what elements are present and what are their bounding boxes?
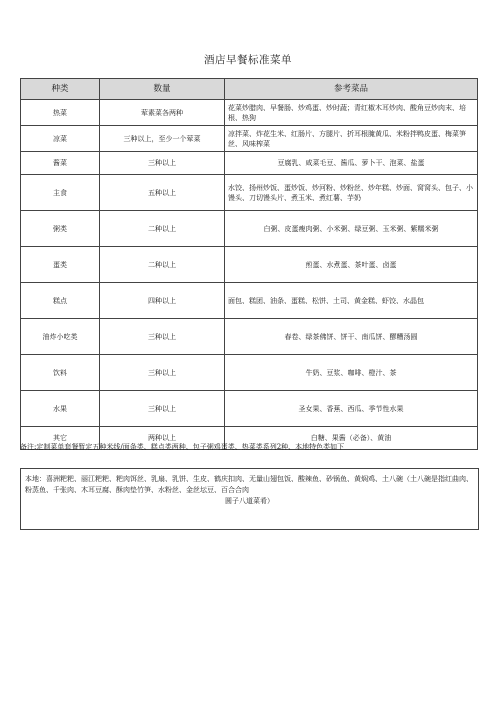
- row-category: 糕点: [21, 283, 100, 319]
- table-row: [21, 391, 478, 427]
- row-items: 煎蛋、水煮蛋、茶叶蛋、卤蛋: [225, 247, 478, 283]
- table-header-row: [21, 79, 478, 100]
- row-category: 饮料: [21, 355, 100, 391]
- table-row: [21, 283, 478, 319]
- row-quantity: 四种以上: [100, 283, 225, 319]
- table-row: [21, 152, 478, 175]
- row-items: 水饺、扬州炒饭、蛋炒饭、炒河粉、炒粉丝、炒年糕、炒面、窝窝头、包子、小馒头、刀切馒头片、煮玉米、煮红薯、芋奶: [225, 175, 478, 211]
- row-items: 凉拌菜、炸花生米、红肠片、方腿片、折耳根腌黄瓜、米粉拌鸭皮蛋、梅菜笋丝、风味榨菜: [225, 126, 478, 152]
- table-row: [21, 211, 478, 247]
- row-quantity: 二种以上: [100, 211, 225, 247]
- row-items: 豆腐乳、咸菜毛豆、酱瓜、萝卜干、泡菜、盐蛋: [225, 152, 478, 175]
- row-category: 油炸小吃类: [21, 319, 100, 355]
- row-category: 凉菜: [21, 126, 100, 152]
- table-row: [21, 319, 478, 355]
- page-title: 酒店早餐标准菜单: [204, 54, 292, 66]
- row-quantity: 三种以上: [100, 152, 225, 175]
- table-row: [21, 247, 478, 283]
- row-quantity: 五种以上: [100, 175, 225, 211]
- row-quantity: 三种以上: [100, 391, 225, 427]
- local-specialties-box: [20, 468, 479, 530]
- menu-table: [20, 78, 478, 450]
- row-category: 热菜: [21, 100, 100, 126]
- row-items: 面包、糕团、油条、蛋糕、松饼、土司、黄金糕、虾饺、水晶包: [225, 283, 478, 319]
- row-items: 花菜炒腊肉、早餐肠、炒鸡蛋、炒时蔬；青红椒木耳炒肉、酸角豆炒肉末、培根、热狗: [225, 100, 478, 126]
- header-quantity: 数量: [100, 79, 225, 100]
- row-items: 圣女果、香蕉、西瓜、季节性水果: [225, 391, 478, 427]
- local-specialties-line2: 圆子八道菜肴）: [225, 497, 274, 505]
- row-items: 春卷、绿茶佛饼、饼干、南瓜饼、醪糟汤圆: [225, 319, 478, 355]
- row-items: 白粥、皮蛋瘦肉粥、小米粥、绿豆粥、玉米粥、紫糯米粥: [225, 211, 478, 247]
- table-row: [21, 355, 478, 391]
- row-quantity: 两种以上: [100, 427, 225, 450]
- row-quantity: 荤素菜各两种: [100, 100, 225, 126]
- header-items: 参考菜品: [225, 79, 478, 100]
- local-specialties-line1: 本地：喜洲粑粑、丽江粑粑、粑肉饵丝、乳扇、乳饼、生皮、鹤庆扣肉、无量山翅包饭、酸辣鱼、砂锅鱼、黄焖鸡、土八碗（土八碗是指红曲肉、粉蒸鱼、千张肉、木耳豆腐、酥肉垫竹笋、水粉丝、金丝坛豆、百合合肉: [25, 475, 473, 494]
- table-row: [21, 100, 478, 126]
- header-category: 种类: [21, 79, 100, 100]
- row-category: 其它: [21, 427, 100, 450]
- row-quantity: 二种以上: [100, 247, 225, 283]
- row-category: 酱菜: [21, 152, 100, 175]
- row-category: 粥类: [21, 211, 100, 247]
- row-quantity: 三种以上，至少一个荤菜: [100, 126, 225, 152]
- note-text: 备注:定制菜单套餐暂定五种米线/面条类、糕点类两种、包子粥鸡蛋类、热菜类系列2种、本地特色类如下: [20, 443, 345, 451]
- row-category: 蛋类: [21, 247, 100, 283]
- table-row: [21, 126, 478, 152]
- row-quantity: 三种以上: [100, 355, 225, 391]
- row-category: 主食: [21, 175, 100, 211]
- row-category: 水果: [21, 391, 100, 427]
- row-items: 牛奶、豆浆、咖啡、橙汁、茶: [225, 355, 478, 391]
- row-quantity: 三种以上: [100, 319, 225, 355]
- table-row: [21, 175, 478, 211]
- row-items: 白糖、果酱（必备）、黄油: [225, 427, 478, 450]
